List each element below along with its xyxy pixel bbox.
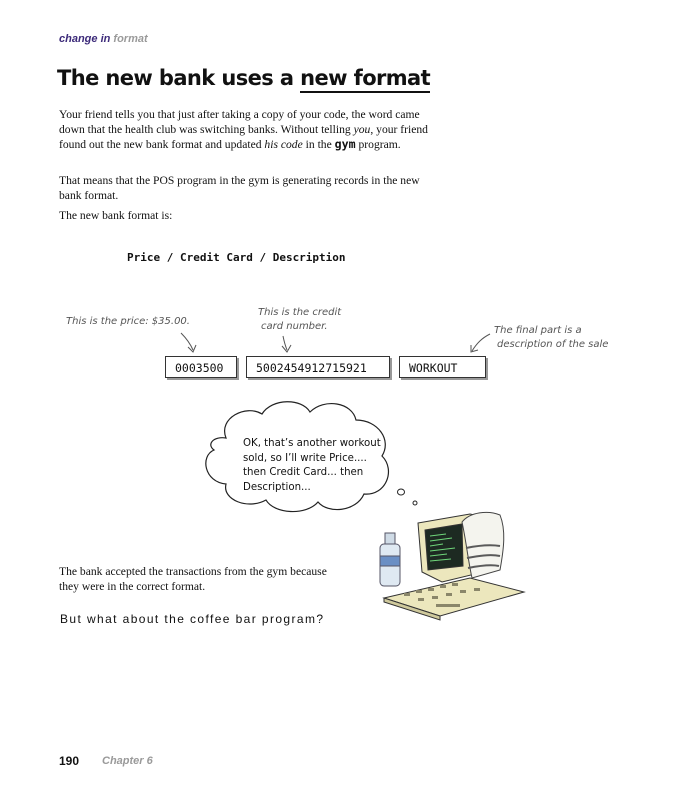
card-annotation-line1: This is the credit xyxy=(258,307,342,318)
price-arrow xyxy=(181,333,193,350)
intro-text-4: program. xyxy=(355,138,401,151)
header-section: change in xyxy=(59,33,111,45)
price-field: 0003500 xyxy=(165,356,237,378)
title-prefix: The new bank uses a xyxy=(57,66,301,90)
page-number: 190 xyxy=(59,754,80,768)
intro-his-code: his code xyxy=(264,138,303,151)
bottle-label xyxy=(380,556,400,566)
thought-dot-1 xyxy=(398,489,405,495)
desc-annotation-line2: description of the sale xyxy=(497,339,609,350)
bank-accepted-paragraph: The bank accepted the transactions from the gym because they were in the correct format. xyxy=(59,565,327,593)
monitor-screen xyxy=(425,524,463,570)
price-annotation: This is the price: $35.00. xyxy=(66,316,190,327)
intro-gym: gym xyxy=(334,137,356,151)
bottle-neck xyxy=(385,533,395,544)
desc-arrow xyxy=(472,334,490,351)
intro-text-3: in the xyxy=(302,138,335,151)
title-underlined: new format xyxy=(300,66,430,93)
card-number-field: 5002454912715921 xyxy=(246,356,390,378)
format-line: Price / Credit Card / Description xyxy=(127,251,346,264)
intro-text-2: , your friend found out the new bank format and updated xyxy=(59,123,428,151)
thought-dot-2 xyxy=(413,501,417,505)
header-topic: format xyxy=(113,33,148,45)
intro-you: you xyxy=(353,123,371,136)
format-intro: The new bank format is: xyxy=(59,209,173,222)
chapter-label: Chapter 6 xyxy=(102,755,153,767)
card-annotation-line2: card number. xyxy=(261,321,328,332)
computer-illustration xyxy=(380,512,524,620)
pos-paragraph: That means that the POS program in the gym is generating records in the new bank format. xyxy=(59,174,420,202)
desc-annotation-line1: The final part is a xyxy=(494,325,582,336)
coffee-bar-question: But what about the coffee bar program? xyxy=(60,612,325,626)
thought-text: OK, that’s another workout sold, so I’ll write Price.... then Credit Card... then Description... xyxy=(243,438,381,493)
description-field: WORKOUT xyxy=(399,356,486,378)
intro-text-1: Your friend tells you that just after taking a copy of your code, the word came down that the health club was switching banks. Without telling xyxy=(59,108,420,136)
